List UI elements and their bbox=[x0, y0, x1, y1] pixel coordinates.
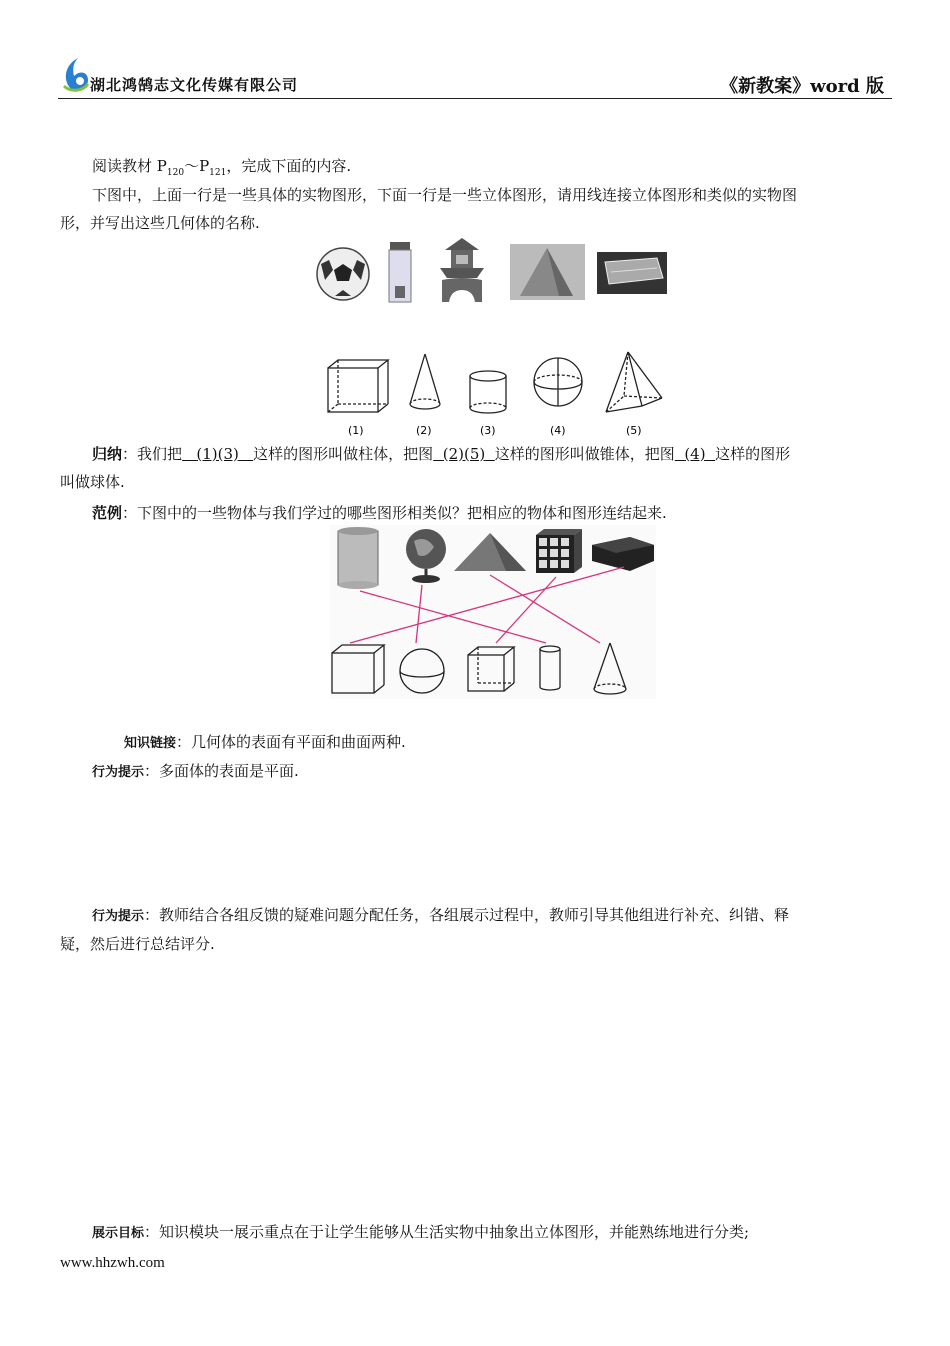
footer-url[interactable]: www.hhzwh.com bbox=[60, 1255, 165, 1271]
solid-label-3: (3) bbox=[480, 424, 496, 437]
example-line: 范例：下图中的一些物体与我们学过的哪些图形相类似？把相应的物体和图形连结起来. bbox=[92, 504, 667, 522]
solids-diagram bbox=[320, 348, 670, 440]
tin-can-photo bbox=[338, 527, 378, 589]
summary-line-1: 归纳：我们把 (1)(3) 这样的图形叫做柱体，把图 (2)(5) 这样的图形叫做锥体，把图 (4) 这样的图形 bbox=[92, 445, 791, 463]
solid-label-5: (5) bbox=[626, 424, 642, 437]
reading-instruction: 阅读教材 $P_{120}\sim P_{121}$，完成下面的内容. bbox=[92, 157, 352, 178]
solid-label-2: (2) bbox=[416, 424, 432, 437]
matching-figure bbox=[330, 525, 656, 699]
knowledge-link: 知识链接：几何体的表面有平面和曲面两种. bbox=[124, 733, 406, 751]
behavior-hint-2: 行为提示：教师结合各组反馈的疑难问题分配任务，各组展示过程中，教师引导其他组进行补充、纠错、释 bbox=[92, 906, 790, 924]
soccer-ball-photo bbox=[317, 248, 369, 300]
rubik-cube-photo bbox=[536, 529, 582, 573]
summary-line-2: 叫做球体. bbox=[60, 473, 125, 491]
behavior-hint-2-line-2: 疑，然后进行总结评分. bbox=[60, 935, 215, 953]
company-logo-icon bbox=[58, 56, 92, 94]
real-objects-photos bbox=[315, 236, 670, 308]
display-goal: 展示目标：知识模块一展示重点在于让学生能够从生活实物中抽象出立体图形，并能熟练地进行分类; bbox=[92, 1223, 750, 1241]
task-line-2: 形，并写出这些几何体的名称. bbox=[60, 214, 260, 232]
cup-photo bbox=[389, 242, 411, 302]
behavior-hint-1: 行为提示：多面体的表面是平面. bbox=[92, 762, 299, 780]
company-name: 湖北鸿鹄志文化传媒有限公司 bbox=[90, 76, 299, 94]
task-line-1: 下图中，上面一行是一些具体的实物图形，下面一行是一些立体图形，请用线连接立体图形和类似的实物图 bbox=[92, 186, 798, 204]
sphere-shape bbox=[534, 358, 582, 406]
pyramid-shape bbox=[606, 352, 662, 412]
cone-shape bbox=[410, 354, 440, 409]
solid-label-1: (1) bbox=[348, 424, 364, 437]
cylinder-shape bbox=[470, 371, 506, 413]
pyramid-photo bbox=[510, 244, 585, 300]
doc-type: 《新教案》word 版 bbox=[720, 76, 884, 97]
stone-lantern-photo bbox=[440, 238, 484, 302]
header-divider bbox=[58, 98, 892, 99]
cuboid-shape bbox=[328, 360, 388, 412]
glass-box-photo bbox=[597, 252, 667, 294]
solid-label-4: (4) bbox=[550, 424, 566, 437]
